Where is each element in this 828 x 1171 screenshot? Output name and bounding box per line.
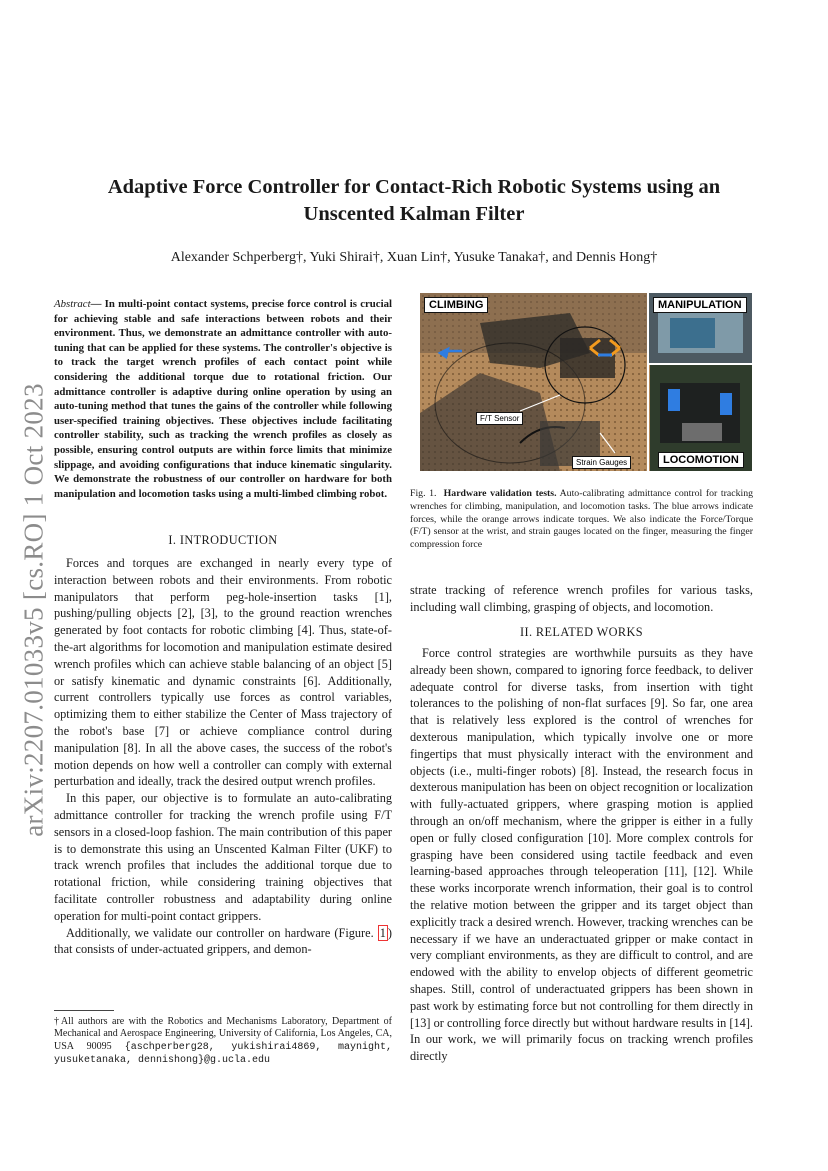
intro-paragraph-3 <box>54 925 392 959</box>
caption-title: Hardware validation tests. <box>443 488 557 499</box>
section-heading-introduction: I. INTRODUCTION <box>168 533 278 547</box>
footnote <box>54 1016 392 1068</box>
intro-p3-before: Additionally, we validate our controller on hardware (Figure. <box>66 925 378 940</box>
paper-title <box>40 174 788 228</box>
figure-label-locomotion: LOCOMOTION <box>658 452 744 468</box>
related-works-body <box>410 645 753 1065</box>
abstract-lead: Abstract <box>54 298 91 310</box>
section-heading-related-works: II. RELATED WORKS <box>519 625 644 639</box>
footnote-text: †All authors are with the Robotics and Mechanisms Laboratory, Department of Mechanical and Aerospace Engineering, University of California, Los Angeles, CA, USA 90095 <box>54 1016 392 1052</box>
author-list: Alexander Schperberg†, Yuki Shirai†, Xuan Lin†, Yusuke Tanaka†, and Dennis Hong† <box>170 250 658 265</box>
caption-body: Auto-calibrating admittance control for tracking wrenches for climbing, manipulation, and locomotion tasks. The blue arrows indicate forces, while the orange arrows indicate torques. We also indicate the Force/Torque (F/T) sensor at the wrist, and strain gauges located on the finger, measuring the finger compression force <box>410 488 753 551</box>
footnote-rule <box>54 1010 114 1011</box>
figure-label-manipulation: MANIPULATION <box>653 297 747 313</box>
figure-label-climbing: CLIMBING <box>424 297 488 313</box>
intro-paragraph-2: In this paper, our objective is to formulate an auto-calibrating admittance controller for tracking the wrench profile using F/T sensors in a closed-loop fashion. The main contribution of this paper is to demonstrate this using an Unscented Kalman Filter (UKF) to track wrench profiles that includes the additional torque due to rotational friction, while considering training objectives that facilitate controller robustness and adaptability during online operation for multi-point contact grippers. <box>54 791 392 923</box>
abstract-text: — In multi-point contact systems, precise force control is crucial for achieving stable and safe interactions between robots and their environment. Thus, we demonstrate an admittance controller with auto-tuning that can be applied for these systems. The controller's objective is to track the target wrench profiles of each contact point while considering the additional torque due to rotational friction. Our admittance controller is adaptive during online operation by using an auto-tuning method that tunes the gains of the controller while following user-specified training objectives. These objectives include facilitating controller stability, such as tracking the wrench profiles as closely as possible, ensuring control outputs are within force limits that minimize slippage, and avoiding configurations that induce kinematic singularity. We demonstrate the robustness of our controller on hardware for both manipulation and locomotion tasks using a multi-limbed climbing robot. <box>54 298 392 500</box>
introduction-body <box>54 555 392 958</box>
figure-1-image <box>420 293 752 471</box>
intro-paragraph-1: Forces and torques are exchanged in nearly every type of interaction between robots and their environments. From robotic manipulators that perform peg-hole-insertion tasks [1], pushing/pulling objects [2], [3], to the ground reaction wrenches generated by foot contacts for robotic climbing [4]. Thus, state-of-the-art algorithms for locomotion and manipulation estimate desired wrench profiles which can achieve stable balancing of an object [5] or satisfy kinematic and dynamic constraints [6]. Additionally, current controllers typically use forces as control variables, optimizing them to either stabilize the Center of Mass trajectory of the robot's base [7] or achieve compliance control during manipulation [8]. In all the above cases, the success of the robot's motion depends on how well a controller can comply with external perturbation and ideally, track the desired output wrench profiles. <box>54 556 392 789</box>
footnote-emails: {aschperberg28, yukishirai4869, maynight, yusuketanaka, dennishong}@g.ucla.edu <box>54 1041 392 1067</box>
figure-1-link[interactable]: 1 <box>379 925 386 940</box>
abstract <box>54 297 392 501</box>
figure-label-strain-gauges: Strain Gauges <box>572 456 631 469</box>
intro-p3-after: ) that consists of under-actuated grippers, and demon- <box>54 925 392 957</box>
title-line-1: Adaptive Force Controller for Contact-Rich Robotic Systems using an <box>107 176 721 198</box>
intro-continuation: strate tracking of reference wrench profiles for various tasks, including wall climbing, grasping of objects, and locomotion. <box>410 583 753 614</box>
arxiv-stamp-text: arXiv:2207.01033v5 [cs.RO] 1 Oct 2023 <box>18 383 49 837</box>
figure-1-caption <box>410 488 753 552</box>
figure-label-ft-sensor: F/T Sensor <box>476 412 523 425</box>
title-line-2: Unscented Kalman Filter <box>303 203 525 225</box>
caption-number: Fig. 1. <box>410 488 437 499</box>
figure-1-collage <box>420 293 752 471</box>
related-paragraph-1: Force control strategies are worthwhile pursuits as they have already been shown, compared to ignoring force feedback, to deliver adequate control for diverse tasks, from insertion with tight tolerances to the polishing of non-flat surfaces [9]. So far, one area that is relatively less explored is the control of wrenches for dexterous manipulation, which typically involve one or more fingertips that must physically interact with the environment and objects (i.e., multi-finger robots) [8]. Instead, the research focus in dexterous manipulation has been on object recognition or localization with fully-actuated grippers, where grasping motion is applied through an on/off mechanism, where the gripper is either in a fully open or fully closed configuration [10]. More complex controls for grasping have been considered using tactile feedback and even learning-based approaches through teleoperation [11], [12]. While these works incorporate wrench information, their goal is to control the relative motion between the gripper and its target object than explicitly track a desired wrench. However, tracking wrenches can be necessary if we have an underactuated gripper or make contact in very compliant environments, as they are difficult to control, and are endowed with the ability to envelop objects of different geometric shapes. Still, control of underactuated grippers has been shown in past work by estimating force but not controlling for them directly in [13] or controlling force directly but without hardware results in [14]. In our work, we will primarily focus on tracking wrench profiles directly <box>410 646 753 1064</box>
